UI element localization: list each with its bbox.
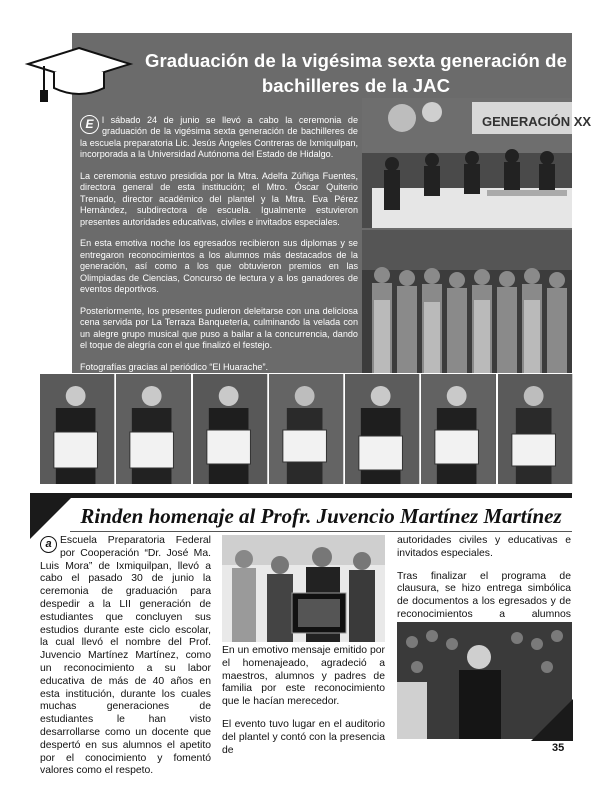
- group-photo: [362, 230, 572, 373]
- article-column: [222, 645, 385, 767]
- article-body: [80, 115, 358, 384]
- corner-decoration: [30, 497, 72, 539]
- corner-decoration: [531, 699, 573, 741]
- paragraph: La ceremonia estuvo presidida por la Mtra. Adelfa Zúñiga Fuentes, directora general de esta institución; el Mtro. Óscar Quiterio Trenado, director académico del plantel y la Mtra. Eva Pérez Hernández, subdirectora de escuela. Igualmente estuvieron presentes autoridades educativas, civiles e invitados especiales.: [80, 171, 358, 227]
- article-title: Graduación de la vigésima sexta generación de bachilleres de la JAC: [145, 50, 567, 96]
- graduate-photo: [498, 374, 572, 484]
- graduates-photo-strip: [40, 374, 572, 484]
- paragraph: E l sábado 24 de junio se llevó a cabo la ceremonia de graduación de la vigésima sexta generación de bachilleres de la escuela preparatoria Lic. Jesús Ángeles Contreras de Ixmiquilpan, incorporada a la Universidad Autónoma del Estado de Hidalgo.: [80, 115, 358, 160]
- paragraph: En esta emotiva noche los egresados recibieron sus diplomas y se entregaron reconocimientos a los alumnos más destacados de la generación, así como a los que obtuvieron premios en las Olimpiadas de Ciencias, Concurso de lectura y a los ganadores de eventos deportivos.: [80, 238, 358, 295]
- paragraph: autoridades civiles y educativas e invitados especiales.: [397, 535, 571, 559]
- paragraph: Tras finalizar el programa de clausura, se hizo entrega simbólica de documentos a los egresados y de reconocimientos a alumnos: [397, 570, 571, 620]
- graduate-photo: [269, 374, 343, 484]
- graduate-photo: [116, 374, 190, 484]
- graduation-cap-icon: [24, 44, 134, 104]
- graduate-photo: [345, 374, 419, 484]
- paragraph: a Escuela Preparatoria Federal por Cooperación “Dr. José Ma. Luis Mora” de Ixmiquilpan, llevó a cabo el pasado 30 de junio la ceremonia de graduación para despedir a la LII generación de estudiantes que concluyen sus estudios durante este ciclo escolar, la cual llevó el nombre del Prof. Juvencio Martínez Martínez, como un reconocimiento a su labor educativa de más de 40 años en esta institución, durante los cuales muchas generaciones de estudiantes le han visto desarrollarse como un docente que despertó en sus alumnos el apetito por el conocimiento y fomentó valores como el respeto.: [40, 535, 211, 777]
- paragraph: Posteriormente, los presentes pudieron deleitarse con una deliciosa cena servida por La Terraza Banquetería, culminando la velada con un alegre grupo musical que puso a bailar a la concurrencia, dando el toque de alegría con el que finalizó el festejo.: [80, 305, 358, 351]
- homage-photo: [222, 535, 385, 642]
- graduate-photo: [40, 374, 114, 484]
- drop-cap: E: [80, 115, 99, 134]
- drop-cap: a: [40, 536, 57, 553]
- photo-credit: Fotografías gracias al periódico “El Huarache”.: [80, 361, 269, 372]
- ceremony-photo: [362, 98, 592, 228]
- section-divider: [30, 493, 572, 498]
- article-title: Rinden homenaje al Profr. Juvencio Martínez Martínez: [80, 504, 562, 528]
- page-number: 35: [552, 742, 565, 754]
- paragraph: En un emotivo mensaje emitido por el homenajeado, agradeció a maestros, alumnos y padres de familia por este reconocimiento que le hacían merecedor.: [222, 645, 385, 708]
- paragraph: El evento tuvo lugar en el auditorio del plantel y contó con la presencia de: [222, 718, 385, 756]
- graduate-photo: [421, 374, 495, 484]
- title-rule: [70, 531, 572, 532]
- article-column: [40, 535, 211, 788]
- svg-text:GENERACIÓN XX: GENERACIÓN XX: [482, 114, 592, 129]
- graduate-photo: [193, 374, 267, 484]
